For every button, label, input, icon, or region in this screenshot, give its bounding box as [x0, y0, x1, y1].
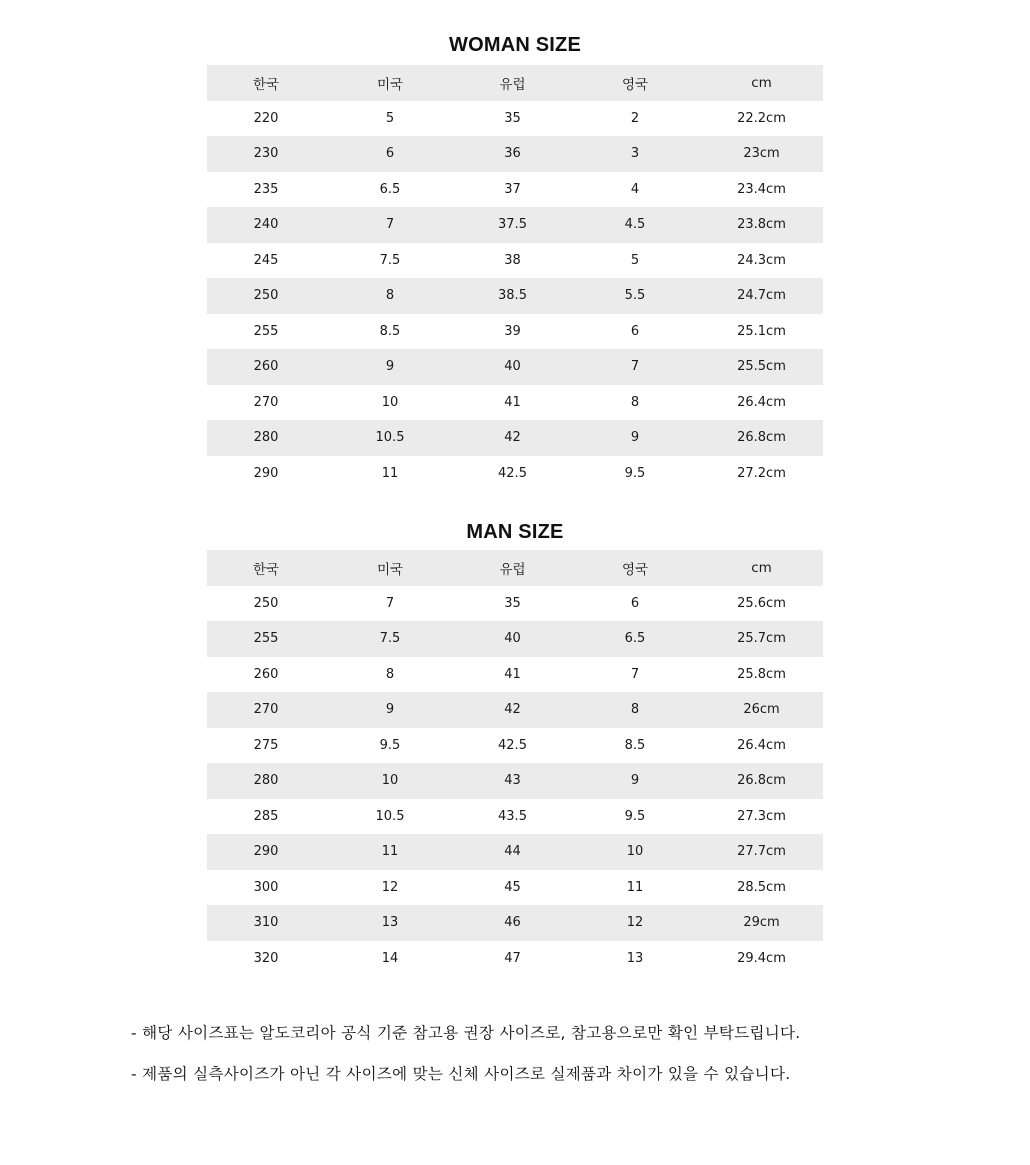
cell-us: 12: [381, 879, 399, 895]
cell-us: 10.5: [375, 808, 405, 824]
cell-uk: 9.5: [624, 808, 646, 824]
cell-us: 10: [325, 763, 455, 799]
header-us: 미국: [325, 550, 455, 586]
table-row: [207, 870, 823, 906]
cell-korea: 260: [253, 666, 279, 682]
header-korea: 한국: [207, 550, 325, 586]
header-uk: 영국: [570, 65, 700, 101]
cell-cm: 25.8cm: [737, 666, 786, 682]
cell-uk: 4: [630, 181, 640, 197]
cell-eu: 40: [455, 621, 570, 657]
cell-korea: 300: [253, 879, 279, 895]
cell-eu: 37: [504, 181, 521, 197]
cell-uk: 9: [570, 420, 700, 456]
cell-uk: 6.5: [570, 621, 700, 657]
table-row: [207, 799, 823, 835]
note-body-size: - 제품의 실측사이즈가 아닌 각 사이즈에 맞는 신체 사이즈로 실제품과 차이가 있을 수 있습니다.: [131, 1065, 791, 1083]
cell-uk: 7: [630, 666, 640, 682]
cell-uk: 5: [630, 252, 640, 268]
cell-us: 10: [381, 394, 399, 410]
notes: [131, 1022, 991, 1104]
cell-us: 7: [325, 207, 455, 243]
cell-cm: 26.4cm: [737, 737, 786, 753]
cell-korea: 270: [253, 394, 279, 410]
cell-korea: 220: [253, 110, 279, 126]
cell-eu: 42.5: [498, 737, 527, 753]
cell-korea: 320: [253, 950, 279, 966]
cell-korea: 250: [253, 595, 279, 611]
cell-cm: 24.7cm: [700, 278, 823, 314]
cell-eu: 40: [455, 349, 570, 385]
cell-cm: 27.3cm: [737, 808, 786, 824]
table-row: [207, 728, 823, 764]
cell-korea: 280: [207, 763, 325, 799]
cell-cm: 22.2cm: [737, 110, 786, 126]
cell-korea: 255: [207, 621, 325, 657]
cell-cm: 25.7cm: [700, 621, 823, 657]
table-row: [207, 692, 823, 728]
table-row: [207, 385, 823, 421]
table-row: [207, 172, 823, 208]
note-reference-size: - 해당 사이즈표는 알도코리아 공식 기준 참고용 권장 사이즈로, 참고용으로만 확인 부탁드립니다.: [131, 1024, 801, 1042]
cell-uk: 7: [570, 349, 700, 385]
cell-us: 8: [385, 666, 395, 682]
cell-cm: 25.6cm: [737, 595, 786, 611]
cell-uk: 12: [570, 905, 700, 941]
man-size-table: [207, 550, 823, 976]
cell-us: 8: [325, 278, 455, 314]
table-row: [207, 207, 823, 243]
cell-cm: 28.5cm: [737, 879, 786, 895]
cell-korea: 310: [207, 905, 325, 941]
table-row: [207, 278, 823, 314]
cell-korea: 240: [207, 207, 325, 243]
table-row: [207, 349, 823, 385]
table-header-row: [207, 550, 823, 586]
cell-us: 13: [325, 905, 455, 941]
cell-uk: 8.5: [624, 737, 646, 753]
cell-cm: 29.4cm: [737, 950, 786, 966]
cell-cm: 25.5cm: [700, 349, 823, 385]
man-size-title: MAN SIZE: [466, 521, 564, 543]
cell-us: 6.5: [379, 181, 401, 197]
header-korea: 한국: [207, 65, 325, 101]
cell-cm: 29cm: [700, 905, 823, 941]
cell-uk: 6: [630, 595, 640, 611]
cell-eu: 38: [504, 252, 521, 268]
cell-cm: 26.4cm: [737, 394, 786, 410]
cell-eu: 43.5: [498, 808, 527, 824]
cell-eu: 47: [504, 950, 521, 966]
cell-uk: 13: [626, 950, 644, 966]
cell-cm: 26cm: [700, 692, 823, 728]
cell-eu: 43: [455, 763, 570, 799]
cell-cm: 23cm: [700, 136, 823, 172]
table-row: [207, 136, 823, 172]
table-row: [207, 763, 823, 799]
cell-us: 6: [325, 136, 455, 172]
cell-uk: 6: [630, 323, 640, 339]
cell-uk: 4.5: [570, 207, 700, 243]
cell-cm: 27.7cm: [700, 834, 823, 870]
cell-us: 7: [385, 595, 395, 611]
cell-uk: 11: [626, 879, 644, 895]
woman-size-table: [207, 65, 823, 491]
cell-cm: 24.3cm: [737, 252, 786, 268]
table-row: [207, 834, 823, 870]
cell-eu: 37.5: [455, 207, 570, 243]
table-row: [207, 420, 823, 456]
cell-cm: 27.2cm: [737, 465, 786, 481]
cell-uk: 3: [570, 136, 700, 172]
cell-korea: 280: [207, 420, 325, 456]
cell-us: 11: [325, 834, 455, 870]
cell-eu: 35: [504, 595, 521, 611]
cell-uk: 9.5: [624, 465, 646, 481]
cell-eu: 46: [455, 905, 570, 941]
cell-us: 5: [385, 110, 395, 126]
cell-eu: 44: [455, 834, 570, 870]
cell-cm: 25.1cm: [737, 323, 786, 339]
cell-korea: 290: [207, 834, 325, 870]
cell-us: 9: [325, 692, 455, 728]
cell-eu: 45: [504, 879, 521, 895]
cell-eu: 38.5: [455, 278, 570, 314]
cell-eu: 42.5: [498, 465, 527, 481]
cell-eu: 42: [455, 420, 570, 456]
cell-us: 7.5: [325, 621, 455, 657]
cell-us: 14: [381, 950, 399, 966]
cell-korea: 275: [253, 737, 279, 753]
cell-uk: 9: [570, 763, 700, 799]
table-row: [207, 243, 823, 279]
cell-korea: 235: [253, 181, 279, 197]
table-row: [207, 621, 823, 657]
cell-us: 11: [381, 465, 399, 481]
cell-us: 7.5: [379, 252, 401, 268]
table-row: [207, 101, 823, 137]
table-row: [207, 941, 823, 977]
cell-korea: 260: [207, 349, 325, 385]
cell-uk: 8: [630, 394, 640, 410]
cell-eu: 41: [504, 666, 521, 682]
cell-korea: 270: [207, 692, 325, 728]
cell-us: 9.5: [379, 737, 401, 753]
cell-korea: 285: [253, 808, 279, 824]
table-row: [207, 905, 823, 941]
table-row: [207, 657, 823, 693]
cell-cm: 23.8cm: [700, 207, 823, 243]
table-row: [207, 314, 823, 350]
cell-korea: 250: [207, 278, 325, 314]
header-cm: cm: [700, 550, 823, 586]
table-header-row: [207, 65, 823, 101]
cell-us: 8.5: [379, 323, 401, 339]
cell-korea: 245: [253, 252, 279, 268]
table-row: [207, 586, 823, 622]
cell-eu: 41: [504, 394, 521, 410]
header-uk: 영국: [570, 550, 700, 586]
cell-eu: 39: [504, 323, 521, 339]
cell-uk: 2: [630, 110, 640, 126]
cell-eu: 35: [504, 110, 521, 126]
cell-uk: 10: [570, 834, 700, 870]
cell-korea: 230: [207, 136, 325, 172]
header-cm: cm: [700, 65, 823, 101]
cell-cm: 26.8cm: [700, 420, 823, 456]
cell-uk: 8: [570, 692, 700, 728]
header-eu: 유럽: [455, 65, 570, 101]
cell-us: 10.5: [325, 420, 455, 456]
cell-uk: 5.5: [570, 278, 700, 314]
cell-korea: 290: [253, 465, 279, 481]
header-us: 미국: [325, 65, 455, 101]
table-row: [207, 456, 823, 492]
cell-korea: 255: [253, 323, 279, 339]
cell-us: 9: [325, 349, 455, 385]
cell-cm: 26.8cm: [700, 763, 823, 799]
cell-eu: 36: [455, 136, 570, 172]
header-eu: 유럽: [455, 550, 570, 586]
woman-size-title: WOMAN SIZE: [449, 34, 581, 56]
cell-eu: 42: [455, 692, 570, 728]
cell-cm: 23.4cm: [737, 181, 786, 197]
